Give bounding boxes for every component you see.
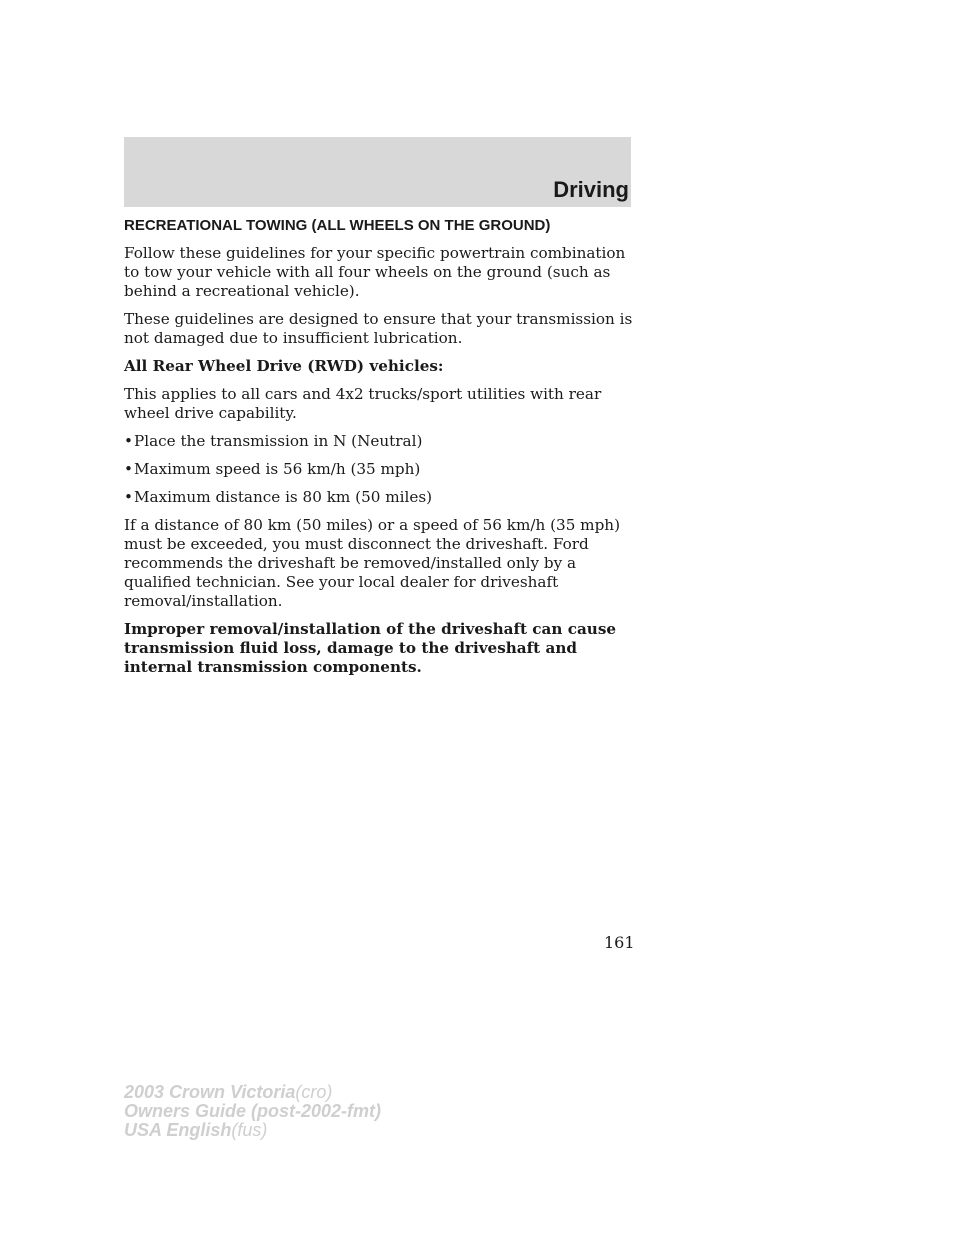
section-header-band bbox=[124, 137, 631, 207]
exceed-paragraph: If a distance of 80 km (50 miles) or a speed of 56 km/h (35 mph) must be exceeded, you must disconnect the driveshaft. Ford recommends the driveshaft be removed/installed only by a qualified technician. See your local dealer for driveshaft removal/installation. bbox=[124, 516, 621, 610]
footer-line-guide: Owners Guide (post-2002-fmt) bbox=[124, 1101, 382, 1121]
page-number: 161 bbox=[604, 933, 635, 952]
warning-paragraph: Improper removal/installation of the driveshaft can cause transmission fluid loss, damage to the driveshaft and internal transmission components. bbox=[124, 620, 617, 676]
document-footer bbox=[124, 1083, 381, 1140]
bullet-icon: • bbox=[124, 488, 133, 506]
applies-paragraph: This applies to all cars and 4x2 trucks/sport utilities with rear wheel drive capability. bbox=[124, 385, 602, 422]
list-item bbox=[124, 460, 636, 479]
list-item bbox=[124, 432, 636, 451]
bullet-icon: • bbox=[124, 432, 133, 450]
list-item-text: Maximum distance is 80 km (50 miles) bbox=[134, 488, 433, 506]
section-heading: RECREATIONAL TOWING (ALL WHEELS ON THE GROUND) bbox=[124, 217, 551, 234]
intro-paragraph: Follow these guidelines for your specific powertrain combination to tow your vehicle with all four wheels on the ground (such as behind a recreational vehicle). bbox=[124, 244, 626, 300]
section-title: Driving bbox=[553, 177, 629, 202]
page-content bbox=[124, 216, 636, 686]
purpose-paragraph: These guidelines are designed to ensure that your transmission is not damaged due to insufficient lubrication. bbox=[124, 310, 633, 347]
list-item-text: Place the transmission in N (Neutral) bbox=[134, 432, 423, 450]
list-item-text: Maximum speed is 56 km/h (35 mph) bbox=[134, 460, 421, 478]
footer-line-model: 2003 Crown Victoria(cro) bbox=[124, 1082, 333, 1102]
bullet-icon: • bbox=[124, 460, 133, 478]
list-item bbox=[124, 488, 636, 507]
rwd-subheading: All Rear Wheel Drive (RWD) vehicles: bbox=[124, 357, 444, 375]
footer-line-language: USA English(fus) bbox=[124, 1120, 268, 1140]
